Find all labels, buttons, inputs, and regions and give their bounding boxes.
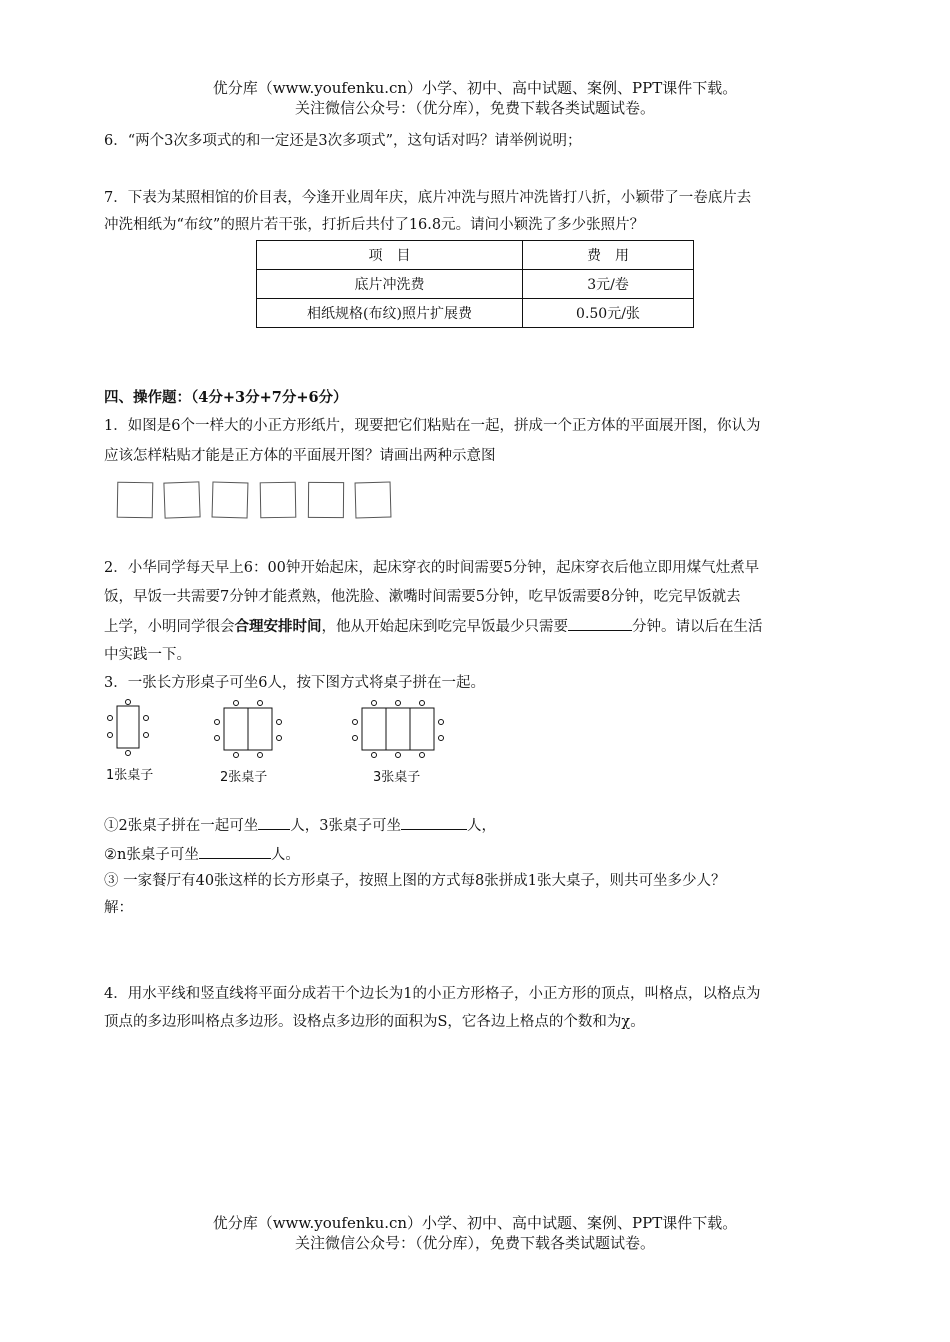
seat-circle: [439, 736, 444, 741]
problem-3-text: 人，3张桌子可坐: [290, 818, 401, 834]
seat-circle: [215, 720, 220, 725]
seat-circle: [396, 701, 401, 706]
problem-2-text: 分钟。请以后在生活: [632, 619, 763, 635]
paper-square: [355, 482, 392, 519]
header-line-1: 优分库（www.youfenku.cn）小学、初中、高中试题、案例、PPT课件下载。: [212, 79, 738, 97]
table-rect: [362, 708, 386, 750]
seat-circle: [108, 716, 113, 721]
seat-circle: [258, 753, 263, 758]
seat-circle: [372, 753, 377, 758]
problem-2-text: 上学，小明同学很会: [104, 619, 235, 635]
problem-3-q2: [104, 844, 300, 865]
header-line-2: 关注微信公众号：（优分库），免费下载各类试题试卷。: [294, 99, 655, 117]
table-cell: 0.50元/张: [523, 299, 694, 328]
figure-label-1: 1张桌子: [106, 768, 154, 783]
table-rect: [410, 708, 434, 750]
seat-circle: [353, 720, 358, 725]
problem-2-text: ，他从开始起床到吃完早饭最少只需要: [321, 619, 568, 635]
problem-3-text: 人。: [270, 847, 300, 863]
problem-2-line-1: 2．小华同学每天早上6：00钟开始起床，起床穿衣的时间需要5分钟，起床穿衣后他立即用煤气灶煮早: [104, 560, 760, 576]
seat-circle: [420, 701, 425, 706]
problem-1-line-2: 应该怎样粘贴才能是正方体的平面展开图？请画出两种示意图: [104, 448, 496, 464]
problem-3-intro: 3．一张长方形桌子可坐6人，按下图方式将桌子拼在一起。: [104, 675, 485, 691]
seat-circle: [372, 701, 377, 706]
table-cell: 3元/卷: [523, 270, 694, 299]
seat-circle: [353, 736, 358, 741]
table-row: [257, 299, 694, 328]
seat-circle: [126, 700, 131, 705]
price-table: [256, 240, 694, 328]
problem-3-text: 人，: [466, 818, 496, 834]
problem-2-line-2: 饭，早饭一共需要7分钟才能煮熟，他洗脸、漱嘴时间需要5分钟，吃早饭需要8分钟，吃完早饭就去: [104, 589, 741, 605]
seat-circle: [396, 753, 401, 758]
answer-blank[interactable]: [568, 616, 632, 631]
table-arrangement-figure: [95, 698, 455, 768]
footer-line-1: 优分库（www.youfenku.cn）小学、初中、高中试题、案例、PPT课件下载。: [212, 1214, 738, 1232]
paper-square: [117, 482, 154, 519]
answer-blank[interactable]: [258, 815, 290, 830]
seat-circle: [234, 701, 239, 706]
table-cell: 底片冲洗费: [257, 270, 523, 299]
seat-circle: [215, 736, 220, 741]
table-row: [257, 270, 694, 299]
seat-circle: [126, 751, 131, 756]
table-rect: [224, 708, 248, 750]
problem-1-line-1: 1．如图是6个一样大的小正方形纸片，现要把它们粘贴在一起，拼成一个正方体的平面展开图，你认为: [104, 418, 761, 434]
figure-label-3: 3张桌子: [373, 770, 421, 785]
answer-blank[interactable]: [199, 844, 271, 859]
problem-4-line-2: 顶点的多边形叫格点多边形。设格点多边形的面积为S，它各边上格点的个数和为χ。: [104, 1014, 645, 1030]
paper-square: [308, 482, 344, 518]
paper-square: [212, 482, 249, 519]
problem-4-line-1: 4．用水平线和竖直线将平面分成若干个边长为1的小正方形格子，小正方形的顶点，叫格点，以格点为: [104, 986, 761, 1002]
table-rect: [117, 706, 139, 748]
paper-square: [260, 482, 297, 519]
problem-3-q1: [104, 815, 496, 836]
section-4-title: 四、操作题：（4分+3分+7分+6分）: [104, 389, 348, 406]
problem-3-q3: ③ 一家餐厅有40张这样的长方形桌子，按照上图的方式每8张拼成1张大桌子，则共可坐多少人？: [104, 873, 726, 889]
problem-2-line-3: [104, 616, 763, 637]
footer-line-2: 关注微信公众号：（优分库），免费下载各类试题试卷。: [294, 1234, 655, 1252]
seat-circle: [144, 733, 149, 738]
seat-circle: [258, 701, 263, 706]
problem-2-line-4: 中实践一下。: [104, 647, 191, 663]
table-rect: [248, 708, 272, 750]
seat-circle: [234, 753, 239, 758]
table-header-row: [257, 241, 694, 270]
table-header-cost: 费 用: [523, 241, 694, 270]
seat-circle: [277, 720, 282, 725]
problem-3-text: ②n张桌子可坐: [104, 847, 199, 863]
problem-3-text: ①2张桌子拼在一起可坐: [104, 818, 259, 834]
question-6: 6．“两个3次多项式的和一定还是3次多项式”，这句话对吗？请举例说明；: [104, 133, 582, 149]
answer-blank[interactable]: [401, 815, 467, 830]
problem-3-answer-label: 解：: [104, 900, 133, 916]
seat-circle: [277, 736, 282, 741]
seat-circle: [420, 753, 425, 758]
table-header-item: 项 目: [257, 241, 523, 270]
emphasis-text: 合理安排时间: [234, 619, 322, 635]
table-rect: [386, 708, 410, 750]
figure-label-2: 2张桌子: [220, 770, 268, 785]
seat-circle: [144, 716, 149, 721]
seat-circle: [439, 720, 444, 725]
paper-square: [163, 481, 200, 518]
table-cell: 相纸规格(布纹)照片扩展费: [257, 299, 523, 328]
seat-circle: [108, 733, 113, 738]
question-7-line-1: 7．下表为某照相馆的价目表，今逢开业周年庆，底片冲洗与照片冲洗皆打八折，小颖带了一卷底片去: [104, 190, 752, 206]
question-7-line-2: 冲洗相纸为“布纹”的照片若干张，打折后共付了16.8元。请问小颖洗了多少张照片？: [104, 217, 645, 233]
